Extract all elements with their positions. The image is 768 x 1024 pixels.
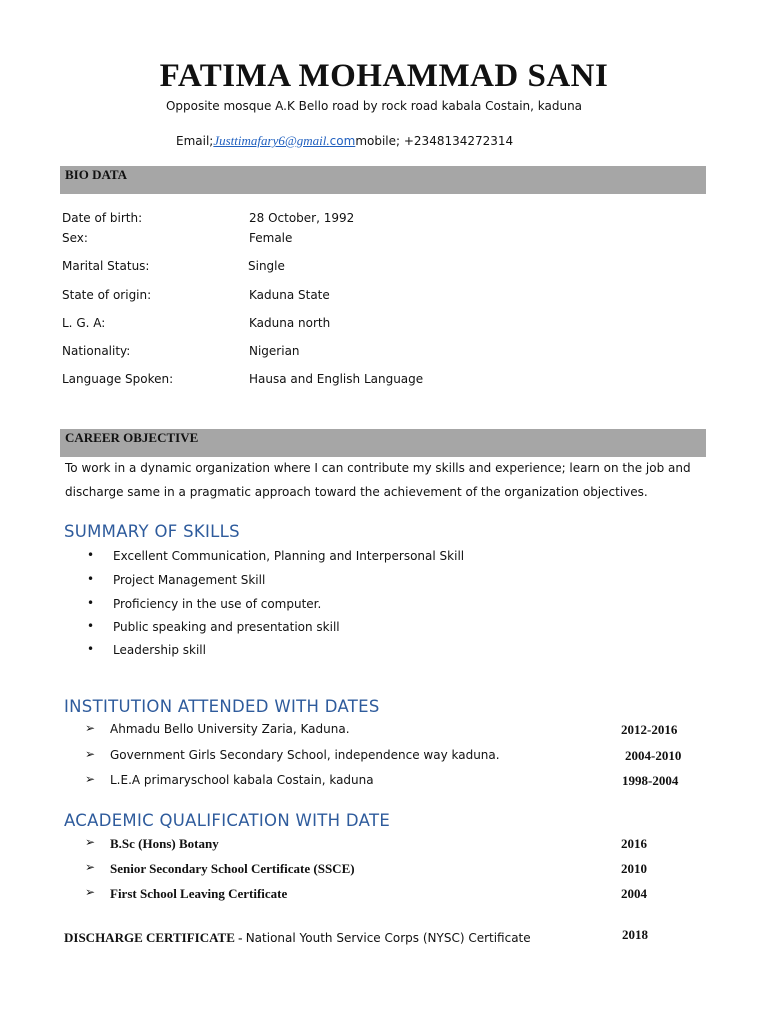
arrow-bullet-icon: ➢	[85, 772, 96, 786]
bio-data-heading-bar	[60, 166, 706, 194]
bio-label: L. G. A:	[62, 316, 106, 330]
bio-value: Single	[248, 259, 285, 273]
skills-heading: SUMMARY OF SKILLS	[64, 522, 240, 541]
qualifications-heading: ACADEMIC QUALIFICATION WITH DATE	[64, 811, 391, 830]
discharge-year: 2018	[622, 927, 648, 942]
email-link[interactable]: Justtimafary6@gmail.	[213, 133, 330, 148]
bio-value: Kaduna State	[249, 288, 330, 302]
institution-name: L.E.A primaryschool kabala Costain, kaduna	[110, 773, 374, 787]
applicant-name: FATIMA MOHAMMAD SANI	[159, 58, 609, 94]
career-objective-heading-bar	[60, 429, 706, 457]
qualification-year: 2016	[621, 836, 647, 851]
bio-value: 28 October, 1992	[249, 211, 355, 225]
bio-label: Sex:	[62, 231, 88, 245]
institution-years: 2012-2016	[621, 722, 678, 737]
discharge-description: National Youth Service Corps (NYSC) Certificate	[245, 931, 531, 945]
email-prefix: Email;	[176, 134, 214, 148]
arrow-bullet-icon: ➢	[85, 885, 96, 899]
skill-text: Proficiency in the use of computer.	[113, 597, 322, 611]
skill-text: Project Management Skill	[113, 573, 266, 587]
bullet-icon: •	[87, 572, 95, 586]
qualification-year: 2004	[621, 886, 647, 901]
bio-label: Date of birth:	[62, 211, 143, 225]
email-domain-suffix[interactable]: com	[329, 134, 356, 148]
bullet-icon: •	[87, 642, 95, 656]
bullet-icon: •	[87, 596, 95, 610]
bio-value: Female	[249, 231, 293, 245]
institution-years: 1998-2004	[622, 773, 679, 788]
bio-value: Hausa and English Language	[249, 372, 424, 386]
bio-label: Nationality:	[62, 344, 131, 358]
career-objective-heading: CAREER OBJECTIVE	[65, 430, 199, 445]
institutions-heading: INSTITUTION ATTENDED WITH DATES	[64, 697, 380, 716]
skill-text: Public speaking and presentation skill	[113, 620, 340, 634]
bio-label: State of origin:	[62, 288, 152, 302]
bio-value: Nigerian	[249, 344, 300, 358]
contact-line	[176, 133, 513, 149]
bio-data-heading: BIO DATA	[65, 167, 127, 182]
qualification-year: 2010	[621, 861, 647, 876]
skill-text: Leadership skill	[113, 643, 206, 657]
qualification-name: B.Sc (Hons) Botany	[110, 836, 219, 851]
discharge-heading: DISCHARGE CERTIFICATE -	[64, 930, 246, 945]
qualification-name: First School Leaving Certificate	[110, 886, 288, 901]
bio-value: Kaduna north	[249, 316, 331, 330]
arrow-bullet-icon: ➢	[85, 721, 96, 735]
institution-years: 2004-2010	[625, 748, 682, 763]
institution-name: Ahmadu Bello University Zaria, Kaduna.	[110, 722, 350, 736]
bullet-icon: •	[87, 619, 95, 633]
mobile-number: mobile; +2348134272314	[355, 134, 514, 148]
qualification-name: Senior Secondary School Certificate (SSCE)	[110, 861, 355, 876]
applicant-address: Opposite mosque A.K Bello road by rock road kabala Costain, kaduna	[165, 99, 583, 113]
institution-name: Government Girls Secondary School, independence way kaduna.	[110, 748, 500, 762]
arrow-bullet-icon: ➢	[85, 747, 96, 761]
bullet-icon: •	[87, 548, 95, 562]
arrow-bullet-icon: ➢	[85, 835, 96, 849]
arrow-bullet-icon: ➢	[85, 860, 96, 874]
career-objective-text: To work in a dynamic organization where I can contribute my skills and experience; learn on the job and discharge same in a pragmatic approach toward the achievement of the organization objectives.	[65, 461, 691, 499]
bio-label: Marital Status:	[62, 259, 150, 273]
bio-label: Language Spoken:	[62, 372, 174, 386]
discharge-certificate	[64, 927, 714, 946]
skill-text: Excellent Communication, Planning and Interpersonal Skill	[113, 549, 465, 563]
